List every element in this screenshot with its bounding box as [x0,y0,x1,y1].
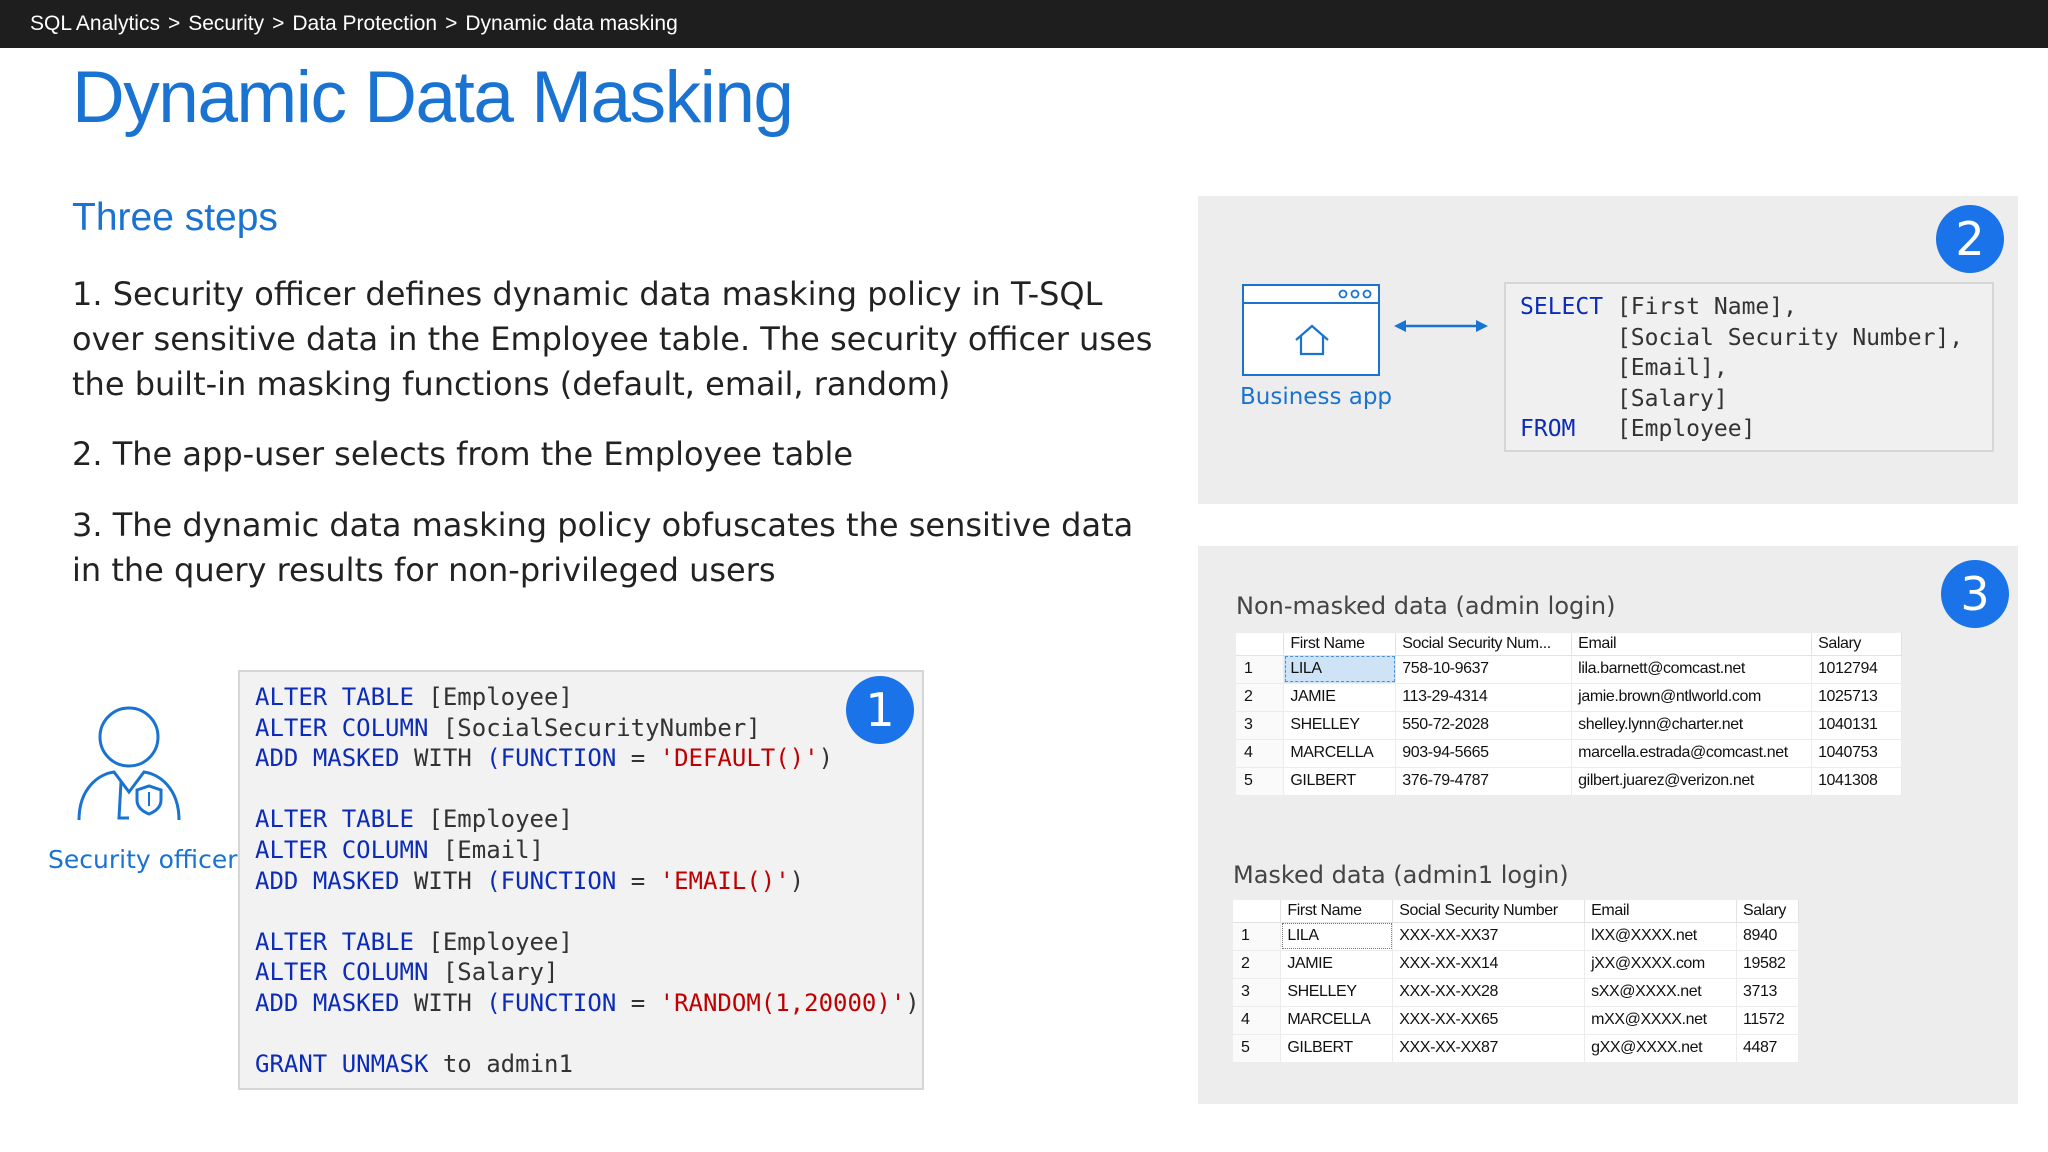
table-row[interactable] [1233,1034,1799,1062]
table-cell[interactable]: 1040753 [1812,739,1902,767]
row-number: 1 [1233,922,1281,950]
row-number: 4 [1233,1006,1281,1034]
code-line: ALTER COLUMN [Email] [255,835,544,864]
step-line: 3. The dynamic data masking policy obfuscates the sensitive data [72,506,1134,544]
table-cell[interactable]: 550-72-2028 [1396,711,1572,739]
table-cell[interactable]: jamie.brown@ntlworld.com [1572,683,1812,711]
step-badge-2: 2 [1936,205,2004,273]
table-cell[interactable]: SHELLEY [1281,978,1393,1006]
breadcrumb-separator: > [445,12,458,35]
table-cell[interactable]: 903-94-5665 [1396,739,1572,767]
code-line: ALTER COLUMN [Salary] [255,958,559,987]
column-header[interactable]: First Name [1284,633,1396,655]
table-cell[interactable]: XXX-XX-XX87 [1393,1034,1585,1062]
breadcrumb-item[interactable]: Dynamic data masking [465,12,678,35]
table-cell[interactable]: sXX@XXXX.net [1585,978,1737,1006]
code-line: [Salary] [1616,385,1728,412]
masked-grid [1233,900,1799,1063]
page-title: Dynamic Data Masking [72,57,793,138]
table-row[interactable] [1236,711,1902,739]
home-icon [1292,322,1332,358]
business-app-label: Business app [1240,384,1393,410]
table-cell[interactable]: LILA [1281,922,1393,950]
table-row[interactable] [1236,683,1902,711]
row-number-header [1233,900,1281,922]
column-header[interactable]: Social Security Number [1393,900,1585,922]
table-cell[interactable]: JAMIE [1284,683,1396,711]
masked-title: Masked data (admin1 login) [1233,861,1569,889]
non-masked-title: Non-masked data (admin login) [1236,592,1616,620]
table-cell[interactable]: 376-79-4787 [1396,767,1572,795]
table-cell[interactable]: SHELLEY [1284,711,1396,739]
code-line: SELECT [First Name], [1520,294,1797,320]
step-2-text [72,432,1082,477]
table-cell[interactable]: gXX@XXXX.net [1585,1034,1737,1062]
table-cell[interactable]: 758-10-9637 [1396,655,1572,683]
step-line: the built-in masking functions (default, email, random) [72,365,951,403]
table-cell[interactable]: gilbert.juarez@verizon.net [1572,767,1812,795]
table-cell[interactable]: 11572 [1737,1006,1799,1034]
row-number: 5 [1236,767,1284,795]
column-header[interactable]: Email [1572,633,1812,655]
table-cell[interactable]: GILBERT [1284,767,1396,795]
table-cell[interactable]: mXX@XXXX.net [1585,1006,1737,1034]
breadcrumb [0,0,2048,48]
table-cell[interactable]: shelley.lynn@charter.net [1572,711,1812,739]
breadcrumb-item[interactable]: SQL Analytics [30,12,160,35]
table-cell[interactable]: 1012794 [1812,655,1902,683]
row-number: 5 [1233,1034,1281,1062]
step-line: 1. Security officer defines dynamic data masking policy in T-SQL [72,275,1103,313]
code-line: ADD MASKED WITH (FUNCTION = 'EMAIL()') [255,866,805,895]
masking-policy-code [238,670,924,1090]
table-cell[interactable]: JAMIE [1281,950,1393,978]
code-line: ALTER TABLE [Employee] [255,683,573,711]
table-row[interactable] [1233,922,1799,950]
table-cell[interactable]: XXX-XX-XX28 [1393,978,1585,1006]
code-line: FROM [Employee] [1520,416,1756,443]
table-cell[interactable]: 3713 [1737,978,1799,1006]
table-cell[interactable]: jXX@XXXX.com [1585,950,1737,978]
query-panel [1198,196,2018,504]
row-number: 1 [1236,655,1284,683]
column-header[interactable]: First Name [1281,900,1393,922]
section-subtitle: Three steps [72,196,278,239]
security-officer-icon [74,706,184,826]
grid-header-row [1236,633,1902,655]
code-line: ADD MASKED WITH (FUNCTION = 'RANDOM(1,20000)') [255,988,920,1017]
table-cell[interactable]: XXX-XX-XX65 [1393,1006,1585,1034]
step-line: over sensitive data in the Employee table. The security officer uses [72,320,1153,358]
table-row[interactable] [1233,950,1799,978]
breadcrumb-separator: > [167,12,181,35]
breadcrumb-separator: > [272,12,285,35]
table-cell[interactable]: XXX-XX-XX37 [1393,922,1585,950]
table-cell[interactable]: GILBERT [1281,1034,1393,1062]
table-cell[interactable]: 1041308 [1812,767,1902,795]
code-line: [Social Security Number], [1616,324,1964,351]
table-cell[interactable]: lila.barnett@comcast.net [1572,655,1812,683]
row-number: 3 [1233,978,1281,1006]
table-row[interactable] [1236,739,1902,767]
select-query-code [1504,282,1994,452]
security-officer-label: Security officer [48,845,238,874]
step-badge-1: 1 [846,676,914,744]
table-cell[interactable]: MARCELLA [1281,1006,1393,1034]
row-number: 3 [1236,711,1284,739]
step-1-text [72,272,1153,407]
table-row[interactable] [1233,978,1799,1006]
table-cell[interactable]: XXX-XX-XX14 [1393,950,1585,978]
table-cell[interactable]: 4487 [1737,1034,1799,1062]
table-cell[interactable]: marcella.estrada@comcast.net [1572,739,1812,767]
code-line: GRANT UNMASK to admin1 [255,1050,573,1079]
table-cell[interactable]: lXX@XXXX.net [1585,922,1737,950]
table-row[interactable] [1236,655,1902,683]
table-cell[interactable]: 8940 [1737,922,1799,950]
code-line: ALTER TABLE [Employee] [255,927,573,956]
column-header[interactable]: Email [1585,900,1737,922]
step-line: 2. The app-user selects from the Employee table [72,435,854,473]
step-badge-3: 3 [1941,560,2009,628]
code-line: ALTER TABLE [Employee] [255,805,573,834]
table-cell[interactable]: LILA [1284,655,1396,683]
row-number: 2 [1236,683,1284,711]
column-header[interactable]: Social Security Num... [1396,633,1572,655]
row-number: 2 [1233,950,1281,978]
step-3-text [72,503,1134,593]
row-number-header [1236,633,1284,655]
step-line: in the query results for non-privileged users [72,551,776,589]
table-row[interactable] [1236,767,1902,795]
column-header[interactable]: Salary [1737,900,1799,922]
table-row[interactable] [1233,1006,1799,1034]
table-cell[interactable]: 19582 [1737,950,1799,978]
row-number: 4 [1236,739,1284,767]
non-masked-grid [1236,633,1902,796]
table-cell[interactable]: 113-29-4314 [1396,683,1572,711]
column-header[interactable]: Salary [1812,633,1902,655]
grid-header-row [1233,900,1799,922]
breadcrumb-item[interactable]: Data Protection [292,12,438,35]
table-cell[interactable]: MARCELLA [1284,739,1396,767]
breadcrumb-item[interactable]: Security [188,12,265,35]
code-line: ALTER COLUMN [SocialSecurityNumber] [255,713,761,742]
table-cell[interactable]: 1040131 [1812,711,1902,739]
table-cell[interactable]: 1025713 [1812,683,1902,711]
code-line: ADD MASKED WITH (FUNCTION = 'DEFAULT()') [255,744,834,773]
business-app-icon [1242,284,1380,376]
code-line: [Email], [1616,355,1728,382]
bidirectional-arrow-icon [1394,316,1488,336]
